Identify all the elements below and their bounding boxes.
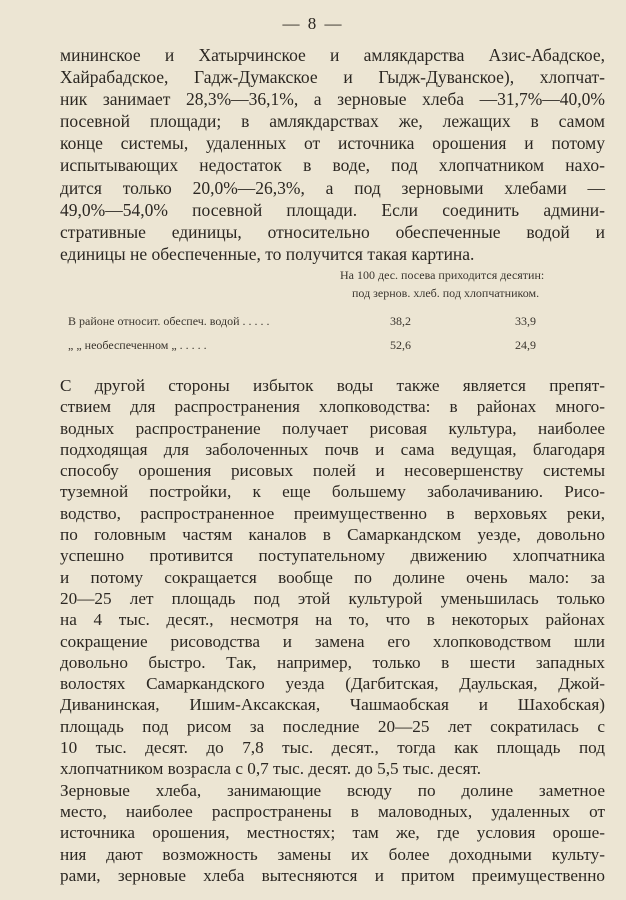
page-number: — 8 — bbox=[282, 14, 344, 33]
text-line: водство, распространенное преимущественно в верховьях реки, bbox=[60, 503, 605, 523]
text-line: подходящая для заболоченных почв и сама ведущая, благодаря bbox=[60, 439, 605, 459]
text-line: ник занимает 28,3%—36,1%, а зерновые хлеба —31,7%—40,0% bbox=[60, 89, 605, 110]
text-line: испытывающих недостаток в воде, под хлопчатником нахо- bbox=[60, 155, 605, 176]
table-row-label: „ „ необеспеченном „ . . . . . bbox=[68, 338, 207, 352]
text-line: 20—25 лет площадь под этой культурой уменьшилась только bbox=[60, 588, 605, 608]
text-line: Зерновые хлеба, занимающие всюду по долине заметное bbox=[60, 780, 605, 800]
text-line: посевной площади; в амлякдарствах же, лежащих в самом bbox=[60, 111, 605, 132]
text-line: дится только 20,0%—26,3%, а под зерновыми хлебами — bbox=[60, 177, 605, 198]
text-line: мининское и Хатырчинское и амлякдарства Азис-Абадское, bbox=[60, 45, 605, 65]
table-cell-grain: 38,2 bbox=[390, 314, 411, 328]
text-line: Хайрабадское, Гадж-Думакское и Гыдж-Дуванское), хлопчат- bbox=[60, 67, 605, 88]
text-line: рами, зерновые хлеба вытесняются и притом преимущественно bbox=[60, 865, 605, 885]
text-line: туземной постройки, к еще большему заболачиванию. Рисо- bbox=[60, 482, 605, 502]
text-line: водных распространение получает рисовая культура, наиболее bbox=[60, 418, 605, 438]
text-line: довольно быстро. Так, например, только в шести западных bbox=[60, 652, 605, 672]
text-line: и потому сокращается вообще по долине очень мало: за bbox=[60, 567, 605, 587]
text-line: хлопчатником возрасла с 0,7 тыс. десят. до 5,5 тыс. десят. bbox=[60, 759, 482, 779]
table-header-2: под зернов. хлеб. под хлопчатником. bbox=[352, 286, 540, 300]
text-line: источника орошения, местностях; там же, где условия ороше- bbox=[60, 823, 605, 843]
text-line: стративные единицы, относительно обеспеченные водой и bbox=[60, 221, 605, 242]
text-line: успешно противится поступательному движению хлопчатника bbox=[60, 546, 605, 566]
text-line: на 4 тыс. десят., несмотря на то, что в некоторых районах bbox=[60, 610, 605, 630]
text-line: по головным частям каналов в Самаркандском уезде, довольно bbox=[60, 525, 605, 545]
text-line: конце системы, удаленных от источника орошения и потому bbox=[60, 133, 605, 154]
text-line: 49,0%—54,0% посевной площади. Если соединить админи- bbox=[60, 199, 605, 220]
statistics-table bbox=[60, 268, 620, 358]
table-cell-cotton: 24,9 bbox=[515, 338, 536, 352]
text-line: сокращение рисоводства и замена его хлопководством шли bbox=[60, 631, 605, 651]
text-line: единицы не обеспеченные, то получится такая картина. bbox=[60, 243, 475, 264]
paragraph-2 bbox=[60, 375, 605, 886]
text-line: площадь под рисом за последние 20—25 лет сократилась с bbox=[60, 716, 605, 736]
table-cell-grain: 52,6 bbox=[390, 338, 411, 352]
table-row-label: В районе относит. обеспеч. водой . . . . . bbox=[68, 314, 270, 328]
table-cell-cotton: 33,9 bbox=[515, 314, 536, 328]
text-line: 10 тыс. десят. до 7,8 тыс. десят., тогда как площадь под bbox=[60, 738, 605, 758]
text-line: ния дают возможность замены их более доходными культу- bbox=[60, 844, 605, 864]
text-line: место, наиболее распространены в маловодных, удаленных от bbox=[60, 801, 605, 821]
table-header-1: На 100 дес. посева приходится десятин: bbox=[340, 268, 545, 282]
paragraph-1 bbox=[60, 44, 605, 265]
text-line: Диванинская, Ишим-Аксакская, Чашмаобская и Шахобская) bbox=[60, 695, 605, 715]
text-line: волостях Самаркандского уезда (Дагбитская, Даульская, Джой- bbox=[60, 674, 605, 694]
text-line: способу орошения рисовых полей и несовершенству системы bbox=[60, 461, 605, 481]
text-line: ствием для распространения хлопководства: в районах много- bbox=[60, 397, 605, 417]
text-line: С другой стороны избыток воды также является препят- bbox=[60, 376, 605, 395]
